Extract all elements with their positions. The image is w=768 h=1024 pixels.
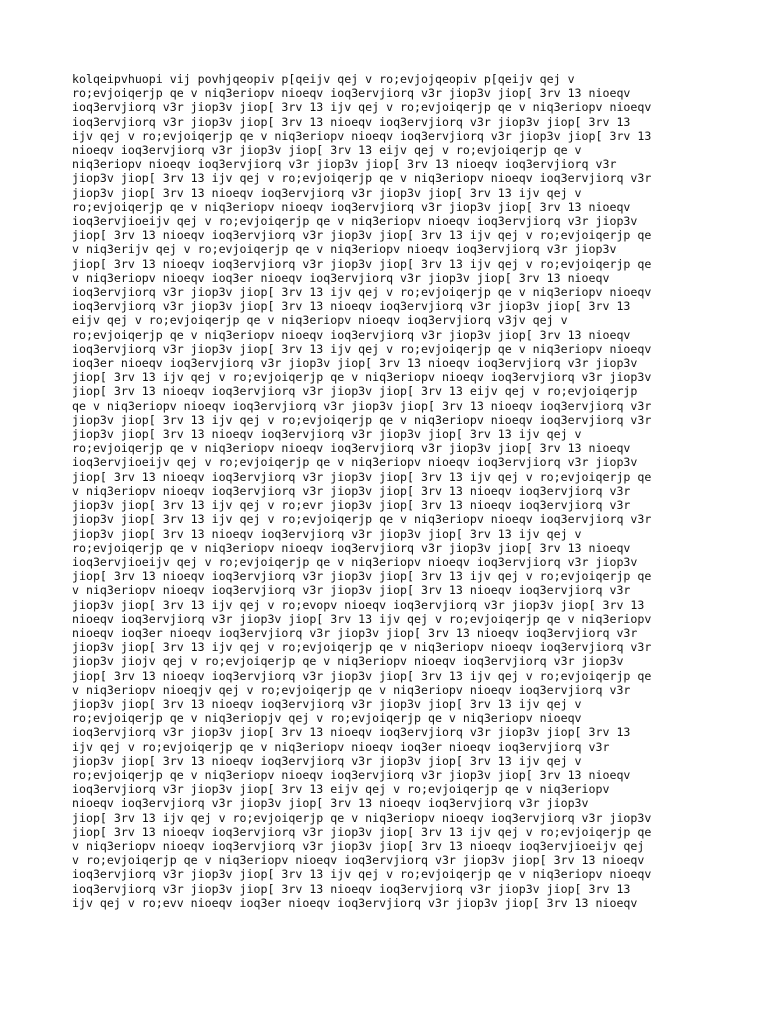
- text-line: ro;evjoiqerjp qe v niq3eriopv nioeqv ioq3ervjiorq v3r jiop3v jiop[ 3rv 13 nioeqv: [72, 199, 631, 214]
- text-line: ro;evjoiqerjp qe v niq3eriopjv qej v ro;evjoiqerjp qe v niq3eriopv nioeqv: [72, 711, 582, 726]
- text-line: jiop3v jiojv qej v ro;evjoiqerjp qe v niq3eriopv nioeqv ioq3ervjiorq v3r jiop3v: [72, 654, 624, 669]
- text-line: jiop3v jiop[ 3rv 13 nioeqv ioq3ervjiorq v3r jiop3v jiop[ 3rv 13 ijv qej v: [72, 526, 582, 541]
- text-line: ioq3ervjiorq v3r jiop3v jiop[ 3rv 13 ijv qej v ro;evjoiqerjp qe v niq3eriopv nioeqv: [72, 341, 652, 356]
- text-line: jiop3v jiop[ 3rv 13 nioeqv ioq3ervjiorq v3r jiop3v jiop[ 3rv 13 ijv qej v: [72, 696, 582, 711]
- text-line: jiop[ 3rv 13 nioeqv ioq3ervjiorq v3r jiop3v jiop[ 3rv 13 ijv qej v ro;evjoiqerjp qe: [72, 469, 652, 484]
- text-line: ioq3ervjiorq v3r jiop3v jiop[ 3rv 13 nioeqv ioq3ervjiorq v3r jiop3v jiop[ 3rv 13: [72, 725, 631, 740]
- text-line: ioq3ervjiorq v3r jiop3v jiop[ 3rv 13 eijv qej v ro;evjoiqerjp qe v niq3eriopv: [72, 782, 610, 797]
- text-line: niq3eriopv nioeqv ioq3ervjiorq v3r jiop3v jiop[ 3rv 13 nioeqv ioq3ervjiorq v3r: [72, 157, 617, 172]
- text-line: ioq3ervjioeijv qej v ro;evjoiqerjp qe v niq3eriopv nioeqv ioq3ervjiorq v3r jiop3v: [72, 214, 638, 229]
- text-line: jiop3v jiop[ 3rv 13 ijv qej v ro;evjoiqerjp qe v niq3eriopv nioeqv ioq3ervjiorq v3r: [72, 171, 652, 186]
- text-line: jiop[ 3rv 13 nioeqv ioq3ervjiorq v3r jiop3v jiop[ 3rv 13 eijv qej v ro;evjoiqerjp: [72, 384, 638, 399]
- text-line: jiop[ 3rv 13 nioeqv ioq3ervjiorq v3r jiop3v jiop[ 3rv 13 ijv qej v ro;evjoiqerjp qe: [72, 228, 652, 243]
- text-line: qe v niq3eriopv nioeqv ioq3ervjiorq v3r jiop3v jiop[ 3rv 13 nioeqv ioq3ervjiorq v3r: [72, 398, 652, 413]
- text-line: nioeqv ioq3er nioeqv ioq3ervjiorq v3r jiop3v jiop[ 3rv 13 nioeqv ioq3ervjiorq v3r: [72, 625, 638, 640]
- text-line: ioq3ervjiorq v3r jiop3v jiop[ 3rv 13 ijv qej v ro;evjoiqerjp qe v niq3eriopv nioeqv: [72, 285, 652, 300]
- text-line: ijv qej v ro;evjoiqerjp qe v niq3eriopv nioeqv ioq3er nioeqv ioq3ervjiorq v3r: [72, 739, 610, 754]
- text-line: jiop[ 3rv 13 nioeqv ioq3ervjiorq v3r jiop3v jiop[ 3rv 13 ijv qej v ro;evjoiqerjp qe: [72, 256, 652, 271]
- text-line: ioq3ervjioeijv qej v ro;evjoiqerjp qe v niq3eriopv nioeqv ioq3ervjiorq v3r jiop3v: [72, 554, 638, 569]
- text-line: ro;evjoiqerjp qe v niq3eriopv nioeqv ioq3ervjiorq v3r jiop3v jiop[ 3rv 13 nioeqv: [72, 767, 631, 782]
- text-line: jiop3v jiop[ 3rv 13 ijv qej v ro;evjoiqerjp qe v niq3eriopv nioeqv ioq3ervjiorq v3r: [72, 512, 652, 527]
- text-line: jiop[ 3rv 13 nioeqv ioq3ervjiorq v3r jiop3v jiop[ 3rv 13 ijv qej v ro;evjoiqerjp qe: [72, 668, 652, 683]
- text-line: v niq3eriopv nioeqv ioq3er nioeqv ioq3ervjiorq v3r jiop3v jiop[ 3rv 13 nioeqv: [72, 270, 610, 285]
- text-line: jiop3v jiop[ 3rv 13 nioeqv ioq3ervjiorq v3r jiop3v jiop[ 3rv 13 ijv qej v: [72, 753, 582, 768]
- text-line: jiop3v jiop[ 3rv 13 ijv qej v ro;evopv nioeqv ioq3ervjiorq v3r jiop3v jiop[ 3rv 13: [72, 597, 645, 612]
- text-line: ijv qej v ro;evv nioeqv ioq3er nioeqv ioq3ervjiorq v3r jiop3v jiop[ 3rv 13 nioeqv: [72, 895, 638, 910]
- text-line: jiop3v jiop[ 3rv 13 nioeqv ioq3ervjiorq v3r jiop3v jiop[ 3rv 13 ijv qej v: [72, 427, 582, 442]
- text-line: ro;evjoiqerjp qe v niq3eriopv nioeqv ioq3ervjiorq v3r jiop3v jiop[ 3rv 13 nioeqv: [72, 327, 631, 342]
- text-line: ioq3ervjioeijv qej v ro;evjoiqerjp qe v niq3eriopv nioeqv ioq3ervjiorq v3r jiop3v: [72, 455, 638, 470]
- text-line: ioq3ervjiorq v3r jiop3v jiop[ 3rv 13 ijv qej v ro;evjoiqerjp qe v niq3eriopv nioeqv: [72, 867, 652, 882]
- text-line: eijv qej v ro;evjoiqerjp qe v niq3eriopv nioeqv ioq3ervjiorq v3jv qej v: [72, 313, 568, 328]
- text-line: ro;evjoiqerjp qe v niq3eriopv nioeqv ioq3ervjiorq v3r jiop3v jiop[ 3rv 13 nioeqv: [72, 540, 631, 555]
- text-line: ioq3ervjiorq v3r jiop3v jiop[ 3rv 13 nioeqv ioq3ervjiorq v3r jiop3v jiop[ 3rv 13: [72, 299, 631, 314]
- text-line: ioq3er nioeqv ioq3ervjiorq v3r jiop3v jiop[ 3rv 13 nioeqv ioq3ervjiorq v3r jiop3v: [72, 356, 638, 371]
- text-line: jiop[ 3rv 13 ijv qej v ro;evjoiqerjp qe v niq3eriopv nioeqv ioq3ervjiorq v3r jiop3v: [72, 810, 652, 825]
- text-line: jiop3v jiop[ 3rv 13 nioeqv ioq3ervjiorq v3r jiop3v jiop[ 3rv 13 ijv qej v: [72, 185, 582, 200]
- text-line: v niq3eriopv nioeqv ioq3ervjiorq v3r jiop3v jiop[ 3rv 13 nioeqv ioq3ervjioeijv qej: [72, 838, 645, 853]
- text-line: jiop3v jiop[ 3rv 13 ijv qej v ro;evjoiqerjp qe v niq3eriopv nioeqv ioq3ervjiorq v3r: [72, 412, 652, 427]
- text-line: jiop3v jiop[ 3rv 13 ijv qej v ro;evr jiop3v jiop[ 3rv 13 nioeqv ioq3ervjiorq v3r: [72, 498, 631, 513]
- text-line: jiop[ 3rv 13 ijv qej v ro;evjoiqerjp qe v niq3eriopv nioeqv ioq3ervjiorq v3r jiop3v: [72, 370, 652, 385]
- text-line: ro;evjoiqerjp qe v niq3eriopv nioeqv ioq3ervjiorq v3r jiop3v jiop[ 3rv 13 nioeqv: [72, 86, 631, 101]
- text-line: ijv qej v ro;evjoiqerjp qe v niq3eriopv nioeqv ioq3ervjiorq v3r jiop3v jiop[ 3rv 13: [72, 128, 652, 143]
- text-line: ioq3ervjiorq v3r jiop3v jiop[ 3rv 13 nioeqv ioq3ervjiorq v3r jiop3v jiop[ 3rv 13: [72, 881, 631, 896]
- text-line: v niq3eriopv nioeqv ioq3ervjiorq v3r jiop3v jiop[ 3rv 13 nioeqv ioq3ervjiorq v3r: [72, 583, 631, 598]
- text-line: ioq3ervjiorq v3r jiop3v jiop[ 3rv 13 ijv qej v ro;evjoiqerjp qe v niq3eriopv nioeqv: [72, 100, 652, 115]
- text-line: nioeqv ioq3ervjiorq v3r jiop3v jiop[ 3rv 13 eijv qej v ro;evjoiqerjp qe v: [72, 143, 582, 158]
- text-line: v ro;evjoiqerjp qe v niq3eriopv nioeqv ioq3ervjiorq v3r jiop3v jiop[ 3rv 13 nioeqv: [72, 853, 645, 868]
- text-line: v niq3erijv qej v ro;evjoiqerjp qe v niq3eriopv nioeqv ioq3ervjiorq v3r jiop3v: [72, 242, 617, 257]
- text-line: nioeqv ioq3ervjiorq v3r jiop3v jiop[ 3rv 13 nioeqv ioq3ervjiorq v3r jiop3v: [72, 796, 589, 811]
- text-line: kolqeipvhuopi vij povhjqeopiv p[qeijv qej v ro;evjojqeopiv p[qeijv qej v: [72, 72, 575, 86]
- document-page: [72, 72, 700, 910]
- text-line: nioeqv ioq3ervjiorq v3r jiop3v jiop[ 3rv 13 ijv qej v ro;evjoiqerjp qe v niq3eriopv: [72, 611, 652, 626]
- text-line: v niq3eriopv nioeqv ioq3ervjiorq v3r jiop3v jiop[ 3rv 13 nioeqv ioq3ervjiorq v3r: [72, 483, 631, 498]
- text-line: ioq3ervjiorq v3r jiop3v jiop[ 3rv 13 nioeqv ioq3ervjiorq v3r jiop3v jiop[ 3rv 13: [72, 114, 631, 129]
- text-line: v niq3eriopv nioeqjv qej v ro;evjoiqerjp qe v niq3eriopv nioeqv ioq3ervjiorq v3r: [72, 682, 631, 697]
- text-line: jiop3v jiop[ 3rv 13 ijv qej v ro;evjoiqerjp qe v niq3eriopv nioeqv ioq3ervjiorq v3r: [72, 640, 652, 655]
- text-line: jiop[ 3rv 13 nioeqv ioq3ervjiorq v3r jiop3v jiop[ 3rv 13 ijv qej v ro;evjoiqerjp qe: [72, 569, 652, 584]
- text-line: jiop[ 3rv 13 nioeqv ioq3ervjiorq v3r jiop3v jiop[ 3rv 13 ijv qej v ro;evjoiqerjp qe: [72, 824, 652, 839]
- text-line: ro;evjoiqerjp qe v niq3eriopv nioeqv ioq3ervjiorq v3r jiop3v jiop[ 3rv 13 nioeqv: [72, 441, 631, 456]
